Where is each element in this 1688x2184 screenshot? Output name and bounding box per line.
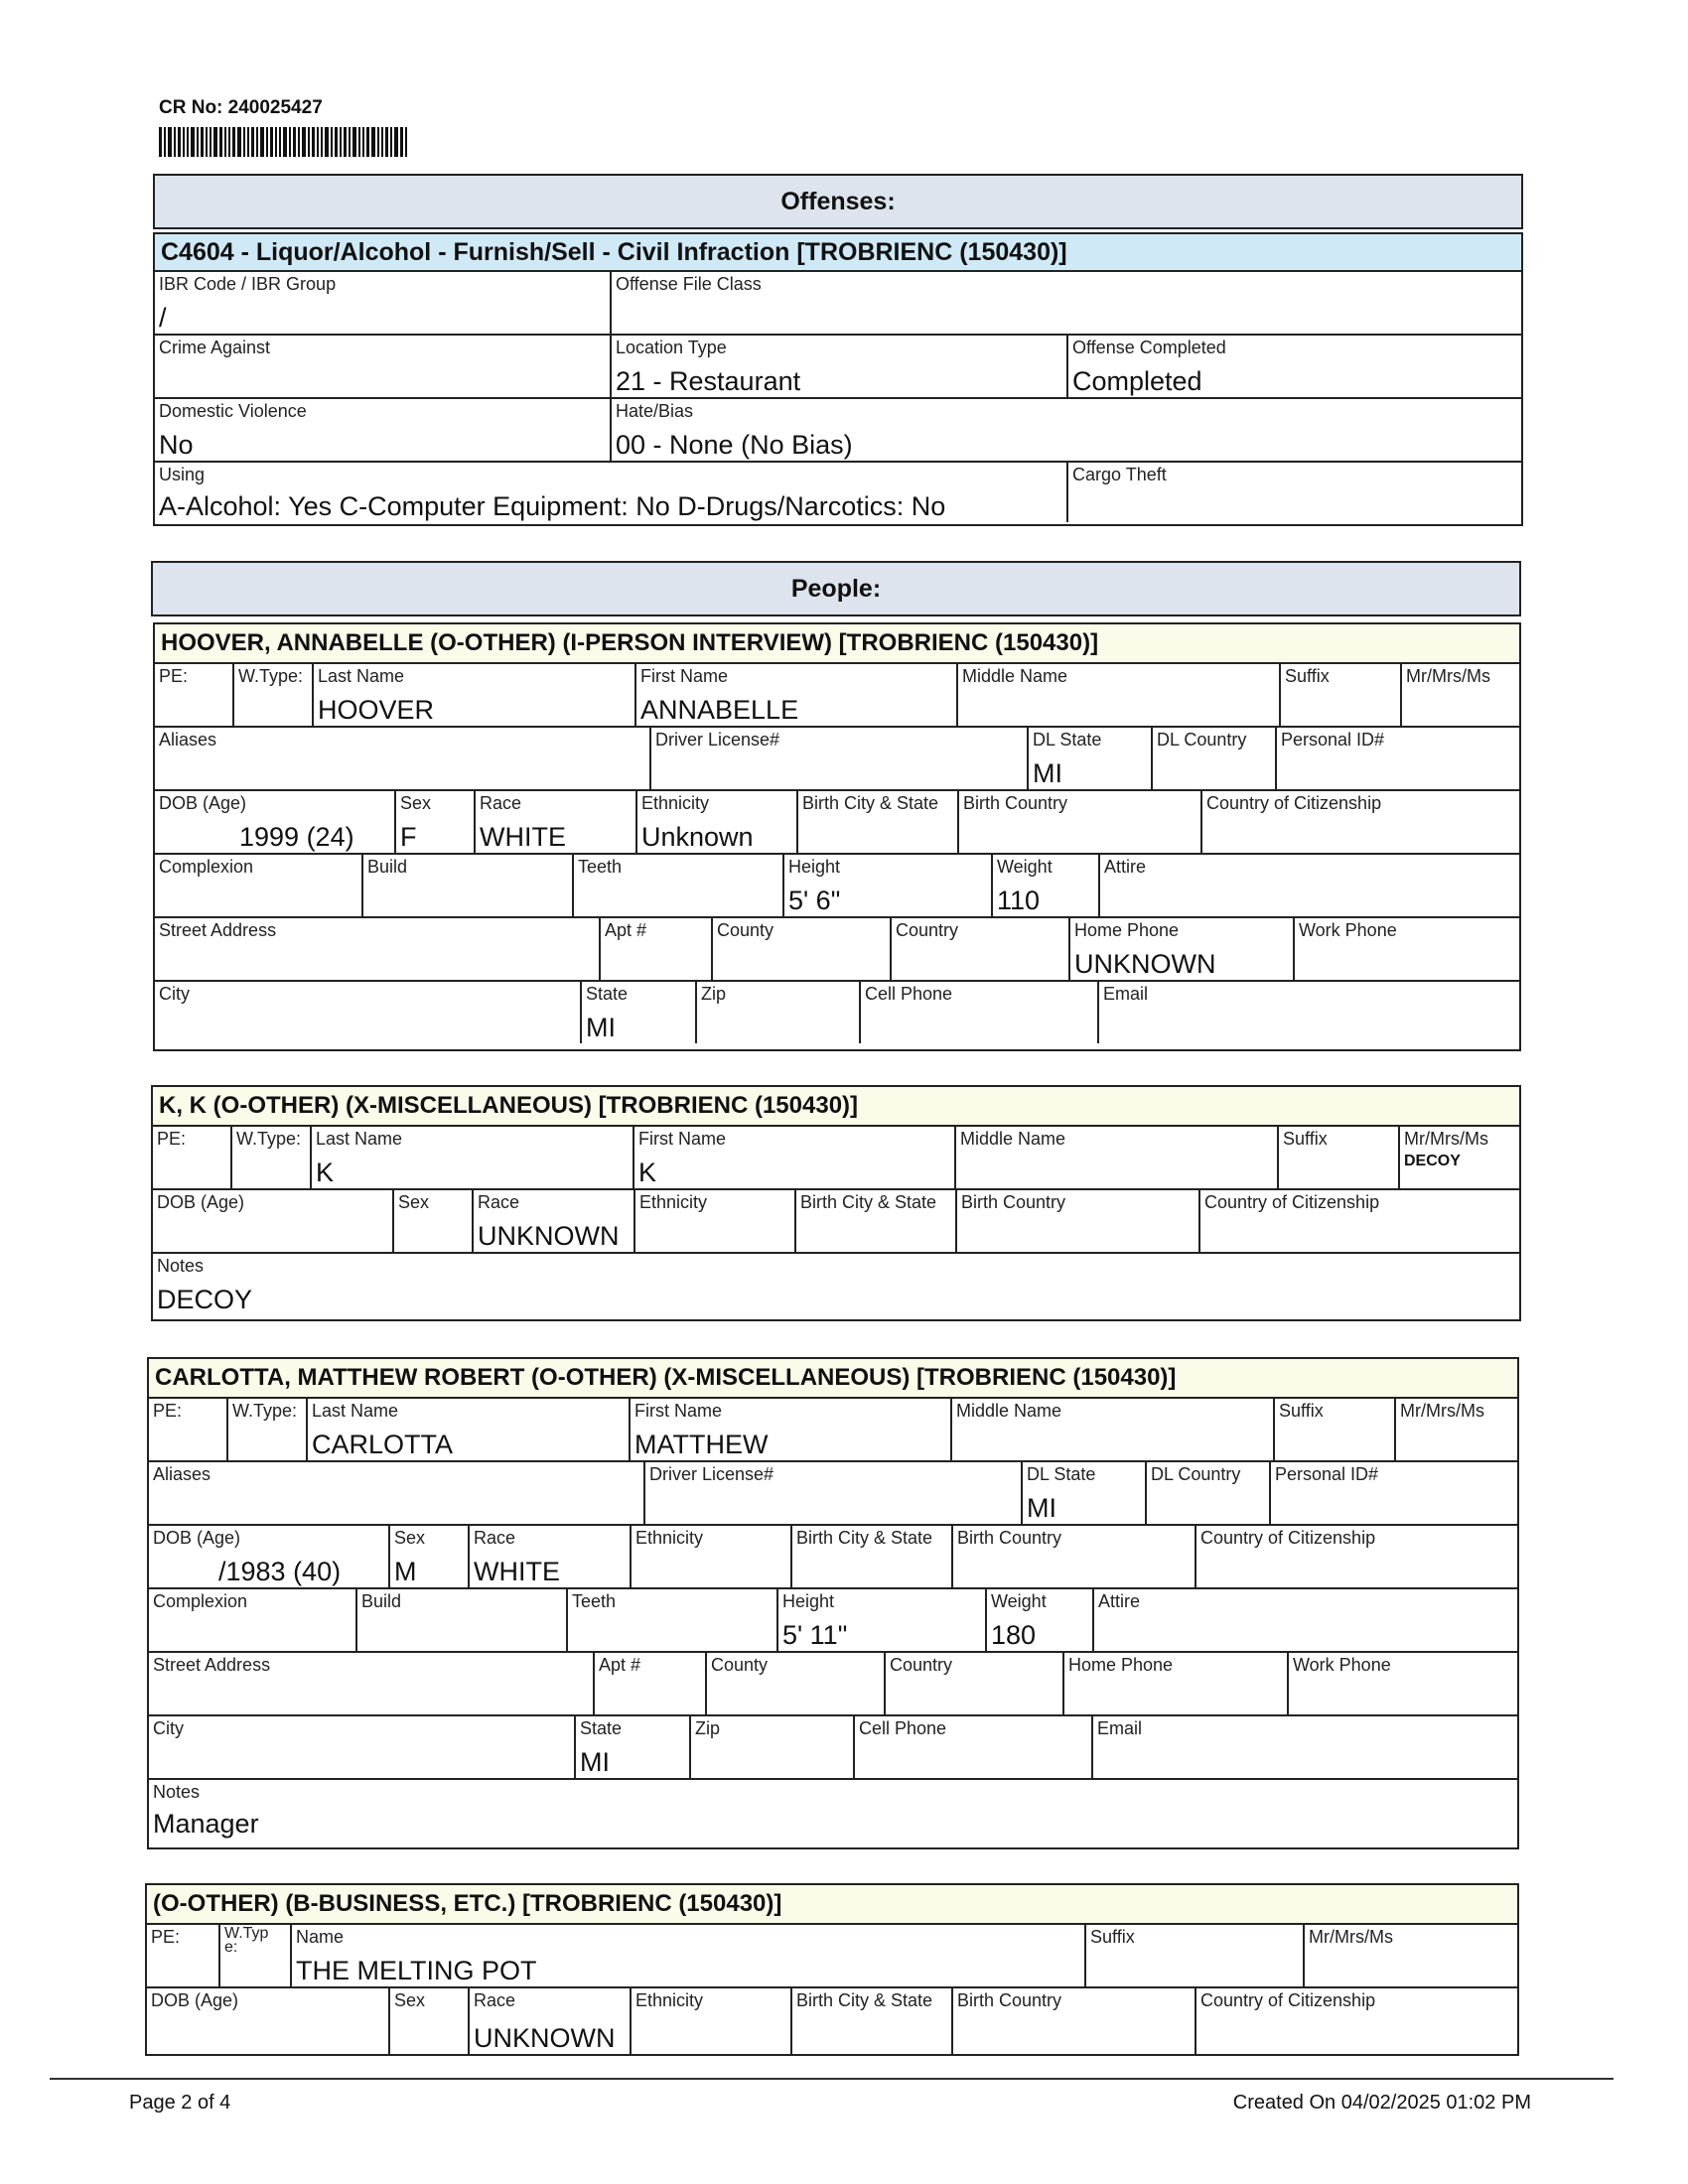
city-label: City [153,1718,184,1738]
dob-label: DOB (Age) [157,1192,245,1212]
hate-bias-label: Hate/Bias [616,401,694,421]
dob-value: /1983 (40) [218,1557,342,1586]
country-citizenship-label: Country of Citizenship [1204,1192,1380,1212]
last-name-value: HOOVER [318,695,435,725]
birth-city-state-label: Birth City & State [796,1528,933,1548]
race-value: WHITE [474,1557,560,1586]
race-label: Race [474,1528,516,1548]
hate-bias-value: 00 - None (No Bias) [616,430,853,460]
email-label: Email [1103,984,1149,1004]
offense-completed-label: Offense Completed [1072,338,1226,357]
sex-label: Sex [400,793,432,813]
race-value: WHITE [480,822,566,852]
person-card-k [151,1085,1521,1321]
first-name-label: First Name [638,1129,727,1149]
last-name-label: Last Name [312,1401,399,1421]
dob-label: DOB (Age) [159,793,247,813]
cr-number: CR No: 240025427 [159,97,323,118]
dl-country-label: DL Country [1157,730,1247,750]
apt-label: Apt # [599,1655,641,1675]
footer-divider [50,2078,1614,2080]
complexion-label: Complexion [159,857,254,877]
cargo-theft-label: Cargo Theft [1072,465,1167,484]
offense-completed-value: Completed [1072,366,1202,396]
dl-state-value: MI [1027,1493,1056,1523]
birth-country-label: Birth Country [957,1990,1062,2010]
offense-title: C4604 - Liquor/Alcohol - Furnish/Sell - Civil Infraction [TROBRIENC (150430)] [153,232,1523,272]
aliases-label: Aliases [153,1464,211,1484]
state-label: State [580,1718,623,1738]
pe-label: PE: [151,1927,181,1947]
suffix-label: Suffix [1279,1401,1324,1421]
race-value: UNKNOWN [478,1221,620,1251]
country-citizenship-label: Country of Citizenship [1200,1528,1376,1548]
state-label: State [586,984,629,1004]
build-label: Build [361,1591,402,1611]
ethnicity-value: Unknown [641,822,754,852]
country-citizenship-label: Country of Citizenship [1200,1990,1376,2010]
suffix-label: Suffix [1285,666,1330,686]
pe-label: PE: [159,666,189,686]
zip-label: Zip [695,1718,721,1738]
first-name-value: ANNABELLE [640,695,799,725]
teeth-label: Teeth [578,857,623,877]
birth-city-state-label: Birth City & State [802,793,939,813]
height-value: 5' 6" [788,886,841,915]
person-title: (O-OTHER) (B-BUSINESS, ETC.) [TROBRIENC (150430)] [147,1885,1517,1925]
location-type-label: Location Type [616,338,727,357]
domestic-violence-label: Domestic Violence [159,401,307,421]
wtype-label: W.Type: [238,666,304,686]
person-card-hoover [153,622,1521,1051]
notes-label: Notes [157,1256,205,1276]
first-name-label: First Name [634,1401,723,1421]
weight-label: Weight [997,857,1053,877]
using-value: A-Alcohol: Yes C-Computer Equipment: No D-Drugs/Narcotics: No [159,491,946,521]
sex-label: Sex [394,1528,426,1548]
email-label: Email [1097,1718,1143,1738]
home-phone-value: UNKNOWN [1074,949,1216,979]
city-label: City [159,984,190,1004]
ibr-code-value: / [159,303,167,333]
sex-value: M [394,1557,417,1586]
country-citizenship-label: Country of Citizenship [1206,793,1382,813]
height-value: 5' 11" [782,1620,848,1650]
build-label: Build [367,857,408,877]
driver-license-label: Driver License# [655,730,780,750]
middle-name-label: Middle Name [960,1129,1066,1149]
pe-label: PE: [157,1129,187,1149]
home-phone-label: Home Phone [1074,920,1180,940]
complexion-label: Complexion [153,1591,248,1611]
barcode-image [159,127,425,157]
ethnicity-label: Ethnicity [639,1192,708,1212]
country-label: Country [890,1655,953,1675]
first-name-value: MATTHEW [634,1430,769,1459]
person-title: K, K (O-OTHER) (X-MISCELLANEOUS) [TROBRIENC (150430)] [153,1087,1519,1127]
dl-state-label: DL State [1033,730,1102,750]
teeth-label: Teeth [572,1591,617,1611]
birth-country-label: Birth Country [963,793,1068,813]
race-label: Race [480,793,522,813]
offenses-header: Offenses: [153,174,1523,229]
person-title: CARLOTTA, MATTHEW ROBERT (O-OTHER) (X-MISCELLANEOUS) [TROBRIENC (150430)] [149,1359,1517,1399]
business-name-value: THE MELTING POT [296,1956,537,1985]
last-name-value: K [316,1158,335,1187]
birth-country-label: Birth Country [957,1528,1062,1548]
county-label: County [711,1655,769,1675]
page-number: Page 2 of 4 [129,2092,231,2114]
crime-against-label: Crime Against [159,338,271,357]
state-value: MI [586,1013,616,1042]
height-label: Height [782,1591,835,1611]
wtype-label: W.Type: [236,1129,302,1149]
birth-city-state-label: Birth City & State [796,1990,933,2010]
offense-file-class-label: Offense File Class [616,274,762,294]
notes-value: Manager [153,1809,259,1839]
wtype-label: W.Typ e: [224,1925,269,1956]
ibr-code-label: IBR Code / IBR Group [159,274,337,294]
ethnicity-label: Ethnicity [635,1990,704,2010]
cell-phone-label: Cell Phone [859,1718,947,1738]
weight-value: 180 [991,1620,1037,1650]
using-label: Using [159,465,206,484]
first-name-label: First Name [640,666,729,686]
state-value: MI [580,1747,610,1777]
weight-label: Weight [991,1591,1047,1611]
wtype-label: W.Type: [232,1401,298,1421]
ethnicity-label: Ethnicity [635,1528,704,1548]
mr-mrs-ms-label: Mr/Mrs/Ms [1404,1129,1488,1149]
notes-label: Notes [153,1782,201,1802]
dl-country-label: DL Country [1151,1464,1241,1484]
dob-label: DOB (Age) [153,1528,241,1548]
race-label: Race [474,1990,516,2010]
work-phone-label: Work Phone [1293,1655,1391,1675]
location-type-value: 21 - Restaurant [616,366,801,396]
mr-mrs-ms-label: Mr/Mrs/Ms [1400,1401,1484,1421]
street-address-label: Street Address [159,920,277,940]
weight-value: 110 [997,886,1041,915]
middle-name-label: Middle Name [956,1401,1062,1421]
notes-value: DECOY [157,1285,253,1314]
created-timestamp: Created On 04/02/2025 01:02 PM [1232,2092,1531,2114]
person-card-business [145,1883,1519,2056]
aliases-label: Aliases [159,730,217,750]
birth-country-label: Birth Country [961,1192,1066,1212]
height-label: Height [788,857,841,877]
last-name-value: CARLOTTA [312,1430,454,1459]
first-name-value: K [638,1158,657,1187]
mr-mrs-ms-value: DECOY [1404,1153,1461,1169]
last-name-label: Last Name [318,666,405,686]
ethnicity-label: Ethnicity [641,793,710,813]
attire-label: Attire [1104,857,1147,877]
dob-label: DOB (Age) [151,1990,239,2010]
mr-mrs-ms-label: Mr/Mrs/Ms [1309,1927,1393,1947]
personal-id-label: Personal ID# [1275,1464,1379,1484]
work-phone-label: Work Phone [1299,920,1397,940]
street-address-label: Street Address [153,1655,271,1675]
middle-name-label: Middle Name [962,666,1068,686]
sex-value: F [400,822,417,852]
offense-details [153,272,1523,526]
country-label: Country [896,920,959,940]
personal-id-label: Personal ID# [1281,730,1385,750]
sex-label: Sex [398,1192,430,1212]
county-label: County [717,920,774,940]
zip-label: Zip [701,984,727,1004]
race-label: Race [478,1192,520,1212]
apt-label: Apt # [605,920,647,940]
person-card-carlotta [147,1357,1519,1849]
name-label: Name [296,1927,345,1947]
people-header: People: [151,561,1521,616]
sex-label: Sex [394,1990,426,2010]
birth-city-state-label: Birth City & State [800,1192,937,1212]
mr-mrs-ms-label: Mr/Mrs/Ms [1406,666,1490,686]
person-title: HOOVER, ANNABELLE (O-OTHER) (I-PERSON INTERVIEW) [TROBRIENC (150430)] [155,624,1519,664]
dl-state-value: MI [1033,758,1062,788]
race-value: UNKNOWN [474,2023,616,2053]
cell-phone-label: Cell Phone [865,984,953,1004]
suffix-label: Suffix [1283,1129,1328,1149]
home-phone-label: Home Phone [1068,1655,1174,1675]
dob-value: 1999 (24) [239,822,354,852]
last-name-label: Last Name [316,1129,403,1149]
dl-state-label: DL State [1027,1464,1096,1484]
domestic-violence-value: No [159,430,194,460]
driver-license-label: Driver License# [649,1464,774,1484]
attire-label: Attire [1098,1591,1141,1611]
suffix-label: Suffix [1090,1927,1135,1947]
pe-label: PE: [153,1401,183,1421]
